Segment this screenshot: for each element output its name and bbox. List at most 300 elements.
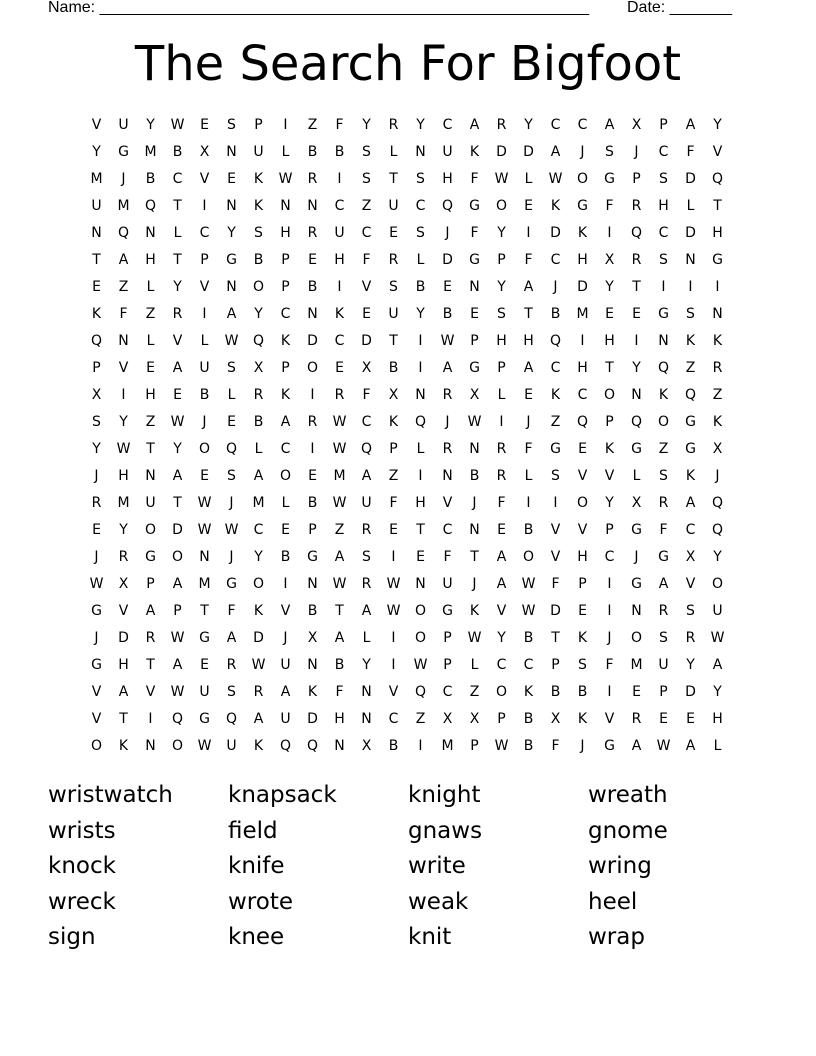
grid-letter[interactable]: T bbox=[524, 305, 533, 322]
grid-letter[interactable]: T bbox=[173, 251, 182, 268]
grid-letter[interactable]: L bbox=[524, 467, 533, 484]
grid-letter[interactable]: W bbox=[332, 413, 347, 430]
grid-letter[interactable]: A bbox=[469, 116, 480, 133]
grid-letter[interactable]: A bbox=[226, 629, 237, 646]
grid-letter[interactable]: D bbox=[442, 251, 453, 268]
grid-letter[interactable]: T bbox=[389, 170, 398, 187]
grid-letter[interactable]: D bbox=[685, 224, 696, 241]
grid-letter[interactable]: K bbox=[307, 683, 318, 700]
grid-letter[interactable]: A bbox=[523, 278, 534, 295]
grid-letter[interactable]: W bbox=[170, 116, 185, 133]
grid-letter[interactable]: U bbox=[361, 494, 372, 511]
grid-letter[interactable]: K bbox=[523, 683, 534, 700]
grid-letter[interactable]: E bbox=[92, 521, 101, 538]
grid-letter[interactable]: G bbox=[469, 197, 480, 214]
grid-letter[interactable]: Z bbox=[658, 440, 669, 457]
grid-letter[interactable]: W bbox=[224, 521, 239, 538]
grid-letter[interactable]: T bbox=[605, 359, 614, 376]
grid-letter[interactable]: W bbox=[467, 629, 482, 646]
grid-letter[interactable]: A bbox=[172, 359, 183, 376]
grid-letter[interactable]: W bbox=[386, 575, 401, 592]
grid-letter[interactable]: V bbox=[199, 278, 210, 295]
grid-letter[interactable]: R bbox=[685, 629, 696, 646]
grid-letter[interactable]: L bbox=[470, 656, 479, 673]
grid-letter[interactable]: V bbox=[712, 143, 723, 160]
grid-letter[interactable]: F bbox=[524, 440, 533, 457]
grid-letter[interactable]: X bbox=[631, 116, 642, 133]
grid-letter[interactable]: N bbox=[118, 332, 129, 349]
grid-letter[interactable]: L bbox=[497, 386, 506, 403]
grid-letter[interactable]: O bbox=[90, 737, 103, 754]
grid-letter[interactable]: Q bbox=[549, 332, 562, 349]
grid-letter[interactable]: W bbox=[332, 494, 347, 511]
grid-letter[interactable]: R bbox=[388, 251, 399, 268]
grid-letter[interactable]: F bbox=[362, 251, 371, 268]
grid-letter[interactable]: L bbox=[254, 440, 263, 457]
grid-letter[interactable]: N bbox=[226, 197, 237, 214]
grid-letter[interactable]: E bbox=[443, 278, 452, 295]
grid-letter[interactable]: V bbox=[604, 710, 615, 727]
grid-letter[interactable]: U bbox=[199, 683, 210, 700]
grid-letter[interactable]: P bbox=[470, 737, 479, 754]
grid-letter[interactable]: E bbox=[470, 305, 479, 322]
grid-letter[interactable]: P bbox=[470, 332, 479, 349]
grid-letter[interactable]: N bbox=[307, 197, 318, 214]
grid-letter[interactable]: Z bbox=[307, 116, 318, 133]
grid-letter[interactable]: N bbox=[226, 278, 237, 295]
grid-letter[interactable]: V bbox=[361, 278, 372, 295]
grid-letter[interactable]: T bbox=[146, 440, 155, 457]
grid-letter[interactable]: V bbox=[685, 575, 696, 592]
grid-letter[interactable]: N bbox=[361, 710, 372, 727]
grid-letter[interactable]: W bbox=[197, 494, 212, 511]
grid-letter[interactable]: Q bbox=[711, 494, 724, 511]
grid-letter[interactable]: R bbox=[226, 656, 237, 673]
grid-letter[interactable]: W bbox=[278, 170, 293, 187]
grid-letter[interactable]: H bbox=[577, 251, 588, 268]
grid-letter[interactable]: R bbox=[442, 386, 453, 403]
grid-letter[interactable]: X bbox=[604, 251, 615, 268]
grid-letter[interactable]: G bbox=[226, 575, 237, 592]
grid-letter[interactable]: S bbox=[497, 305, 506, 322]
grid-letter[interactable]: G bbox=[199, 629, 210, 646]
grid-letter[interactable]: Z bbox=[118, 278, 129, 295]
grid-letter[interactable]: Z bbox=[334, 521, 345, 538]
grid-letter[interactable]: A bbox=[496, 548, 507, 565]
grid-letter[interactable]: S bbox=[92, 413, 101, 430]
grid-letter[interactable]: H bbox=[523, 332, 534, 349]
grid-letter[interactable]: N bbox=[469, 278, 480, 295]
grid-letter[interactable]: C bbox=[550, 251, 561, 268]
grid-letter[interactable]: N bbox=[280, 197, 291, 214]
grid-letter[interactable]: B bbox=[388, 359, 399, 376]
grid-letter[interactable]: Y bbox=[497, 278, 506, 295]
grid-letter[interactable]: N bbox=[361, 683, 372, 700]
grid-letter[interactable]: B bbox=[550, 305, 561, 322]
grid-letter[interactable]: A bbox=[172, 656, 183, 673]
grid-letter[interactable]: Y bbox=[713, 683, 722, 700]
grid-letter[interactable]: S bbox=[578, 656, 587, 673]
grid-letter[interactable]: G bbox=[469, 251, 480, 268]
grid-letter[interactable]: H bbox=[577, 548, 588, 565]
grid-letter[interactable]: F bbox=[470, 170, 479, 187]
grid-letter[interactable]: P bbox=[605, 413, 614, 430]
grid-letter[interactable]: R bbox=[442, 440, 453, 457]
grid-letter[interactable]: Y bbox=[713, 116, 722, 133]
grid-letter[interactable]: B bbox=[307, 602, 318, 619]
grid-letter[interactable]: T bbox=[470, 548, 479, 565]
grid-letter[interactable]: R bbox=[712, 359, 723, 376]
grid-letter[interactable]: X bbox=[91, 386, 102, 403]
grid-letter[interactable]: F bbox=[497, 494, 506, 511]
grid-letter[interactable]: O bbox=[657, 413, 670, 430]
grid-letter[interactable]: C bbox=[361, 224, 372, 241]
grid-letter[interactable]: C bbox=[415, 197, 426, 214]
grid-letter[interactable]: G bbox=[631, 440, 642, 457]
grid-letter[interactable]: R bbox=[496, 116, 507, 133]
grid-letter[interactable]: H bbox=[334, 251, 345, 268]
grid-letter[interactable]: J bbox=[553, 278, 558, 295]
grid-letter[interactable]: G bbox=[442, 602, 453, 619]
grid-letter[interactable]: S bbox=[659, 467, 668, 484]
grid-letter[interactable]: L bbox=[227, 386, 236, 403]
grid-letter[interactable]: Z bbox=[145, 305, 156, 322]
grid-letter[interactable]: E bbox=[227, 170, 236, 187]
grid-letter[interactable]: Y bbox=[524, 116, 533, 133]
grid-letter[interactable]: U bbox=[388, 197, 399, 214]
grid-letter[interactable]: I bbox=[607, 575, 612, 592]
grid-letter[interactable]: E bbox=[605, 305, 614, 322]
grid-letter[interactable]: D bbox=[550, 224, 561, 241]
grid-letter[interactable]: L bbox=[713, 737, 722, 754]
grid-letter[interactable]: V bbox=[496, 602, 507, 619]
grid-letter[interactable]: D bbox=[550, 602, 561, 619]
grid-letter[interactable]: Y bbox=[254, 548, 263, 565]
grid-letter[interactable]: P bbox=[254, 116, 263, 133]
grid-letter[interactable]: Y bbox=[605, 494, 614, 511]
grid-letter[interactable]: N bbox=[307, 305, 318, 322]
grid-letter[interactable]: L bbox=[362, 629, 371, 646]
grid-letter[interactable]: F bbox=[551, 575, 560, 592]
grid-letter[interactable]: K bbox=[280, 332, 291, 349]
grid-letter[interactable]: I bbox=[526, 494, 531, 511]
grid-letter[interactable]: U bbox=[334, 224, 345, 241]
grid-letter[interactable]: I bbox=[310, 386, 315, 403]
grid-letter[interactable]: B bbox=[415, 278, 426, 295]
grid-letter[interactable]: Q bbox=[657, 359, 670, 376]
grid-letter[interactable]: R bbox=[658, 494, 669, 511]
grid-letter[interactable]: J bbox=[634, 143, 639, 160]
grid-letter[interactable]: T bbox=[146, 656, 155, 673]
grid-letter[interactable]: G bbox=[604, 737, 615, 754]
grid-letter[interactable]: G bbox=[199, 710, 210, 727]
grid-letter[interactable]: J bbox=[229, 548, 234, 565]
grid-letter[interactable]: W bbox=[89, 575, 104, 592]
grid-letter[interactable]: W bbox=[251, 656, 266, 673]
grid-letter[interactable]: H bbox=[712, 224, 723, 241]
grid-letter[interactable]: O bbox=[171, 548, 184, 565]
grid-letter[interactable]: J bbox=[283, 629, 288, 646]
grid-letter[interactable]: O bbox=[522, 548, 535, 565]
grid-letter[interactable]: Z bbox=[145, 413, 156, 430]
grid-letter[interactable]: I bbox=[553, 494, 558, 511]
grid-letter[interactable]: O bbox=[495, 683, 508, 700]
grid-letter[interactable]: G bbox=[631, 521, 642, 538]
grid-letter[interactable]: M bbox=[252, 494, 265, 511]
grid-letter[interactable]: P bbox=[578, 575, 587, 592]
grid-letter[interactable]: A bbox=[118, 251, 129, 268]
grid-letter[interactable]: W bbox=[521, 575, 536, 592]
grid-letter[interactable]: P bbox=[632, 170, 641, 187]
grid-letter[interactable]: O bbox=[414, 602, 427, 619]
grid-letter[interactable]: H bbox=[442, 170, 453, 187]
grid-letter[interactable]: F bbox=[389, 494, 398, 511]
grid-letter[interactable]: P bbox=[92, 359, 101, 376]
grid-letter[interactable]: L bbox=[281, 143, 290, 160]
grid-letter[interactable]: X bbox=[685, 548, 696, 565]
grid-letter[interactable]: K bbox=[253, 737, 264, 754]
grid-letter[interactable]: Z bbox=[415, 710, 426, 727]
grid-letter[interactable]: T bbox=[389, 332, 398, 349]
grid-letter[interactable]: P bbox=[200, 251, 209, 268]
grid-letter[interactable]: S bbox=[659, 170, 668, 187]
grid-letter[interactable]: N bbox=[307, 575, 318, 592]
grid-letter[interactable]: W bbox=[332, 440, 347, 457]
grid-letter[interactable]: Y bbox=[119, 413, 128, 430]
grid-letter[interactable]: Q bbox=[576, 413, 589, 430]
grid-letter[interactable]: E bbox=[200, 656, 209, 673]
grid-letter[interactable]: H bbox=[280, 224, 291, 241]
grid-letter[interactable]: I bbox=[607, 224, 612, 241]
grid-letter[interactable]: Q bbox=[279, 737, 292, 754]
grid-letter[interactable]: D bbox=[577, 278, 588, 295]
grid-letter[interactable]: N bbox=[658, 332, 669, 349]
grid-letter[interactable]: V bbox=[145, 683, 156, 700]
grid-letter[interactable]: F bbox=[551, 737, 560, 754]
grid-letter[interactable]: C bbox=[280, 305, 291, 322]
grid-letter[interactable]: J bbox=[94, 467, 99, 484]
grid-letter[interactable]: U bbox=[145, 494, 156, 511]
grid-letter[interactable]: O bbox=[576, 494, 589, 511]
grid-letter[interactable]: I bbox=[418, 467, 423, 484]
grid-letter[interactable]: L bbox=[389, 143, 398, 160]
grid-letter[interactable]: K bbox=[685, 467, 696, 484]
grid-letter[interactable]: S bbox=[254, 224, 263, 241]
grid-letter[interactable]: S bbox=[227, 467, 236, 484]
grid-letter[interactable]: F bbox=[470, 224, 479, 241]
grid-letter[interactable]: G bbox=[577, 197, 588, 214]
grid-letter[interactable]: A bbox=[361, 467, 372, 484]
grid-letter[interactable]: U bbox=[658, 656, 669, 673]
grid-letter[interactable]: D bbox=[118, 629, 129, 646]
grid-letter[interactable]: D bbox=[496, 143, 507, 160]
grid-letter[interactable]: I bbox=[580, 332, 585, 349]
grid-letter[interactable]: I bbox=[688, 278, 693, 295]
grid-letter[interactable]: A bbox=[658, 575, 669, 592]
grid-letter[interactable]: A bbox=[496, 575, 507, 592]
grid-letter[interactable]: G bbox=[604, 170, 615, 187]
grid-letter[interactable]: L bbox=[686, 197, 695, 214]
grid-letter[interactable]: G bbox=[91, 656, 102, 673]
grid-letter[interactable]: W bbox=[170, 683, 185, 700]
grid-letter[interactable]: W bbox=[656, 737, 671, 754]
grid-letter[interactable]: Y bbox=[227, 224, 236, 241]
grid-letter[interactable]: B bbox=[334, 656, 345, 673]
grid-letter[interactable]: O bbox=[171, 737, 184, 754]
grid-letter[interactable]: C bbox=[361, 413, 372, 430]
grid-letter[interactable]: I bbox=[391, 548, 396, 565]
grid-letter[interactable]: J bbox=[634, 548, 639, 565]
grid-letter[interactable]: Y bbox=[254, 305, 263, 322]
grid-letter[interactable]: J bbox=[94, 629, 99, 646]
grid-letter[interactable]: T bbox=[200, 602, 209, 619]
grid-letter[interactable]: J bbox=[526, 413, 531, 430]
grid-letter[interactable]: X bbox=[199, 143, 210, 160]
grid-letter[interactable]: O bbox=[279, 467, 292, 484]
grid-letter[interactable]: V bbox=[172, 332, 183, 349]
grid-letter[interactable]: T bbox=[92, 251, 101, 268]
grid-letter[interactable]: V bbox=[550, 548, 561, 565]
grid-letter[interactable]: B bbox=[550, 683, 561, 700]
grid-letter[interactable]: N bbox=[469, 521, 480, 538]
grid-letter[interactable]: K bbox=[253, 170, 264, 187]
grid-letter[interactable]: J bbox=[121, 170, 126, 187]
grid-letter[interactable]: A bbox=[172, 575, 183, 592]
grid-letter[interactable]: N bbox=[145, 224, 156, 241]
grid-letter[interactable]: N bbox=[334, 737, 345, 754]
grid-letter[interactable]: K bbox=[388, 413, 399, 430]
grid-letter[interactable]: M bbox=[333, 467, 346, 484]
grid-letter[interactable]: K bbox=[91, 305, 102, 322]
grid-letter[interactable]: T bbox=[713, 197, 722, 214]
grid-letter[interactable]: O bbox=[252, 575, 265, 592]
grid-letter[interactable]: E bbox=[632, 305, 641, 322]
grid-letter[interactable]: X bbox=[712, 440, 723, 457]
grid-letter[interactable]: B bbox=[469, 467, 480, 484]
grid-letter[interactable]: B bbox=[523, 629, 534, 646]
grid-letter[interactable]: D bbox=[523, 143, 534, 160]
grid-letter[interactable]: F bbox=[335, 683, 344, 700]
grid-letter[interactable]: C bbox=[577, 116, 588, 133]
grid-letter[interactable]: N bbox=[145, 737, 156, 754]
grid-letter[interactable]: Q bbox=[144, 197, 157, 214]
grid-letter[interactable]: X bbox=[550, 710, 561, 727]
grid-letter[interactable]: A bbox=[280, 413, 291, 430]
grid-letter[interactable]: Q bbox=[171, 710, 184, 727]
grid-letter[interactable]: F bbox=[335, 116, 344, 133]
grid-letter[interactable]: P bbox=[497, 359, 506, 376]
grid-letter[interactable]: J bbox=[580, 737, 585, 754]
grid-letter[interactable]: E bbox=[146, 359, 155, 376]
grid-letter[interactable]: G bbox=[712, 251, 723, 268]
grid-letter[interactable]: C bbox=[658, 224, 669, 241]
grid-letter[interactable]: A bbox=[550, 143, 561, 160]
grid-letter[interactable]: B bbox=[307, 143, 318, 160]
grid-letter[interactable]: K bbox=[712, 332, 723, 349]
grid-letter[interactable]: I bbox=[391, 656, 396, 673]
grid-letter[interactable]: W bbox=[494, 170, 509, 187]
grid-letter[interactable]: W bbox=[197, 737, 212, 754]
grid-letter[interactable]: E bbox=[416, 548, 425, 565]
grid-letter[interactable]: X bbox=[361, 359, 372, 376]
grid-letter[interactable]: J bbox=[472, 494, 477, 511]
grid-letter[interactable]: G bbox=[631, 575, 642, 592]
grid-letter[interactable]: V bbox=[91, 710, 102, 727]
grid-letter[interactable]: E bbox=[686, 710, 695, 727]
grid-letter[interactable]: Z bbox=[361, 197, 372, 214]
grid-letter[interactable]: T bbox=[173, 197, 182, 214]
grid-letter[interactable]: P bbox=[443, 629, 452, 646]
grid-letter[interactable]: S bbox=[551, 467, 560, 484]
grid-letter[interactable]: A bbox=[172, 467, 183, 484]
grid-letter[interactable]: U bbox=[388, 305, 399, 322]
grid-letter[interactable]: B bbox=[172, 143, 183, 160]
grid-letter[interactable]: L bbox=[146, 332, 155, 349]
grid-letter[interactable]: Z bbox=[469, 683, 480, 700]
grid-letter[interactable]: R bbox=[307, 224, 318, 241]
grid-letter[interactable]: I bbox=[715, 278, 720, 295]
grid-letter[interactable]: K bbox=[280, 386, 291, 403]
grid-letter[interactable]: O bbox=[630, 629, 643, 646]
grid-letter[interactable]: U bbox=[118, 116, 129, 133]
grid-letter[interactable]: G bbox=[226, 251, 237, 268]
grid-letter[interactable]: V bbox=[577, 467, 588, 484]
grid-letter[interactable]: I bbox=[418, 737, 423, 754]
grid-letter[interactable]: W bbox=[710, 629, 725, 646]
grid-letter[interactable]: U bbox=[199, 359, 210, 376]
grid-letter[interactable]: F bbox=[227, 602, 236, 619]
grid-letter[interactable]: O bbox=[198, 440, 211, 457]
grid-letter[interactable]: K bbox=[469, 143, 480, 160]
grid-letter[interactable]: K bbox=[550, 197, 561, 214]
grid-letter[interactable]: X bbox=[469, 386, 480, 403]
grid-letter[interactable]: J bbox=[472, 575, 477, 592]
grid-letter[interactable]: V bbox=[280, 602, 291, 619]
grid-letter[interactable]: E bbox=[362, 305, 371, 322]
grid-letter[interactable]: R bbox=[307, 413, 318, 430]
grid-letter[interactable]: S bbox=[227, 683, 236, 700]
grid-letter[interactable]: F bbox=[443, 548, 452, 565]
grid-letter[interactable]: I bbox=[148, 710, 153, 727]
grid-letter[interactable]: O bbox=[603, 386, 616, 403]
grid-letter[interactable]: T bbox=[416, 521, 425, 538]
grid-letter[interactable]: A bbox=[334, 548, 345, 565]
grid-letter[interactable]: A bbox=[442, 359, 453, 376]
grid-letter[interactable]: S bbox=[659, 629, 668, 646]
grid-letter[interactable]: V bbox=[550, 521, 561, 538]
grid-letter[interactable]: A bbox=[145, 602, 156, 619]
grid-letter[interactable]: E bbox=[389, 521, 398, 538]
grid-letter[interactable]: G bbox=[550, 440, 561, 457]
grid-letter[interactable]: R bbox=[361, 521, 372, 538]
grid-letter[interactable]: P bbox=[551, 656, 560, 673]
grid-letter[interactable]: V bbox=[91, 683, 102, 700]
grid-letter[interactable]: X bbox=[469, 710, 480, 727]
grid-letter[interactable]: O bbox=[306, 359, 319, 376]
grid-letter[interactable]: W bbox=[440, 332, 455, 349]
grid-letter[interactable]: F bbox=[605, 656, 614, 673]
grid-letter[interactable]: Y bbox=[92, 143, 101, 160]
grid-letter[interactable]: C bbox=[685, 521, 696, 538]
grid-letter[interactable]: F bbox=[686, 143, 695, 160]
grid-letter[interactable]: I bbox=[661, 278, 666, 295]
grid-letter[interactable]: A bbox=[253, 467, 264, 484]
grid-letter[interactable]: F bbox=[362, 386, 371, 403]
grid-letter[interactable]: Q bbox=[711, 521, 724, 538]
grid-letter[interactable]: C bbox=[199, 224, 210, 241]
grid-letter[interactable]: Y bbox=[173, 278, 182, 295]
grid-letter[interactable]: V bbox=[199, 170, 210, 187]
